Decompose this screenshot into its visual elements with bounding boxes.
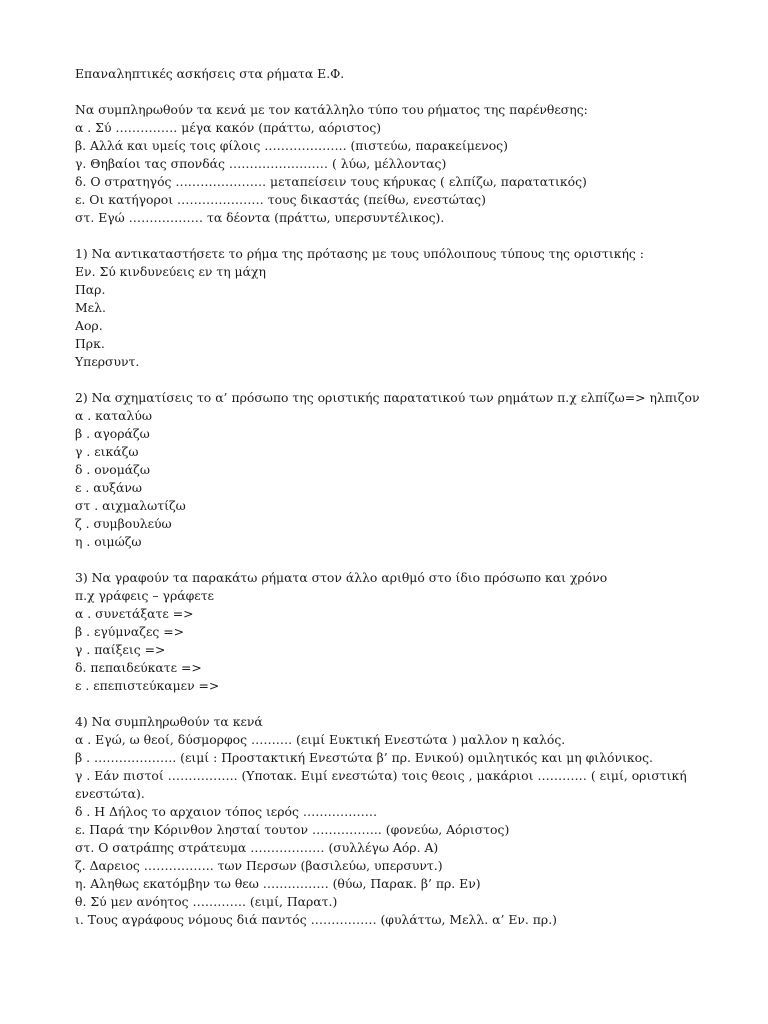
exercise-4-item: α . Εγώ, ω θεοί, δύσμορφος ………. (ειμί Ευκτική Ενεστώτα ) μαλλον η καλός.: [75, 732, 566, 747]
exercise-2-heading: 2) Να σχηματίσεις το α’ πρόσωπο της οριστικής παρατατικού των ρημάτων π.χ ελπίζω=> ηλπιζον: [75, 390, 700, 405]
exercise-2-item: β . αγοράζω: [75, 426, 150, 441]
exercise-1-item: Πρκ.: [75, 336, 105, 351]
intro-item: στ. Εγώ ……………… τα δέοντα (πράττω, υπερσυντέλικος).: [75, 210, 445, 225]
exercise-4-item: γ . Εάν πιστοί …………….. (Υποτακ. Ειμί ενεστώτα) τοις θεοις , μακάριοι ………… ( ειμί, οριστική ενεστώτα).: [75, 768, 687, 801]
intro-item: β. Αλλά και υμείς τοις φίλοις ……………….. (πιστεύω, παρακείμενος): [75, 138, 508, 153]
exercise-3-item: γ . παίξεις =>: [75, 642, 166, 657]
exercise-4-item: η. Αληθως εκατόμβην τω θεω ……………. (θύω, Παρακ. β’ πρ. Εν): [75, 876, 481, 891]
exercise-3-item: π.χ γράφεις – γράφετε: [75, 588, 214, 603]
exercise-4-item: δ . Η Δήλος το αρχαιον τόπος ιερός ………………: [75, 804, 378, 819]
exercise-1-item: Αορ.: [75, 318, 103, 333]
spacer: [75, 695, 715, 713]
exercise-2-item: ε . αυξάνω: [75, 480, 142, 495]
exercise-1-item: Παρ.: [75, 282, 106, 297]
exercise-1-item: Εν. Σύ κινδυνεύεις εν τη μάχη: [75, 264, 266, 279]
document-page: [75, 65, 715, 929]
exercise-4-item: στ. Ο σατράπης στράτευμα ……………… (συλλέγω Αόρ. Α): [75, 840, 439, 855]
intro-item: γ. Θηβαίοι τας σπονδάς …………………… ( λύω, μέλλοντας): [75, 156, 447, 171]
exercise-2-item: ζ . συμβουλεύω: [75, 516, 172, 531]
intro-item: ε. Οι κατήγοροι ………………… τους δικαστάς (πείθω, ενεστώτας): [75, 192, 486, 207]
exercise-4-item: ι. Τους αγράφους νόμους διά παντός ……………. (φυλάττω, Μελλ. α’ Εν. πρ.): [75, 912, 557, 927]
document-title: Επαναληπτικές ασκήσεις στα ρήματα Ε.Φ.: [75, 66, 345, 81]
intro-heading: Να συμπληρωθούν τα κενά με τον κατάλληλο τύπο του ρήματος της παρένθεσης:: [75, 102, 588, 117]
exercise-4-item: ζ. Δαρειος …………….. των Περσων (βασιλεύω, υπερσυντ.): [75, 858, 443, 873]
exercise-4-heading: 4) Να συμπληρωθούν τα κενά: [75, 714, 263, 729]
exercise-3-item: β . εγύμναζες =>: [75, 624, 185, 639]
exercise-4-item: β . ……………….. (ειμί : Προστακτική Ενεστώτα β’ πρ. Ενικού) ομιλητικός και μη φιλόνικος.: [75, 750, 653, 765]
exercise-1-item: Υπερσυντ.: [75, 354, 140, 369]
intro-item: α . Σύ …………… μέγα κακόν (πράττω, αόριστος): [75, 120, 382, 135]
exercise-1-heading: 1) Να αντικαταστήσετε το ρήμα της πρότασης με τους υπόλοιπους τύπους της οριστικής :: [75, 246, 644, 261]
exercise-2-item: γ . εικάζω: [75, 444, 139, 459]
exercise-3-item: δ. πεπαιδεύκατε =>: [75, 660, 202, 675]
exercise-4-item: ε. Παρά την Κόρινθον λησταί τουτον …………….. (φονεύω, Αόριστος): [75, 822, 510, 837]
spacer: [75, 551, 715, 569]
exercise-2-item: α . καταλύω: [75, 408, 153, 423]
exercise-3-heading: 3) Να γραφούν τα παρακάτω ρήματα στον άλλο αριθμό στο ίδιο πρόσωπο και χρόνο: [75, 570, 608, 585]
spacer: [75, 227, 715, 245]
exercise-3-item: α . συνετάξατε =>: [75, 606, 194, 621]
exercise-3-item: ε . επεπιστεύκαμεν =>: [75, 678, 220, 693]
intro-item: δ. Ο στρατηγός …………………. μεταπείσειν τους κήρυκας ( ελπίζω, παρατατικός): [75, 174, 587, 189]
exercise-4-item: θ. Σύ μεν ανόητος …………. (ειμί, Παρατ.): [75, 894, 338, 909]
exercise-2-item: δ . ονομάζω: [75, 462, 150, 477]
spacer: [75, 371, 715, 389]
exercise-2-item: η . οιμώζω: [75, 534, 142, 549]
exercise-2-item: στ . αιχμαλωτίζω: [75, 498, 186, 513]
exercise-1-item: Μελ.: [75, 300, 106, 315]
